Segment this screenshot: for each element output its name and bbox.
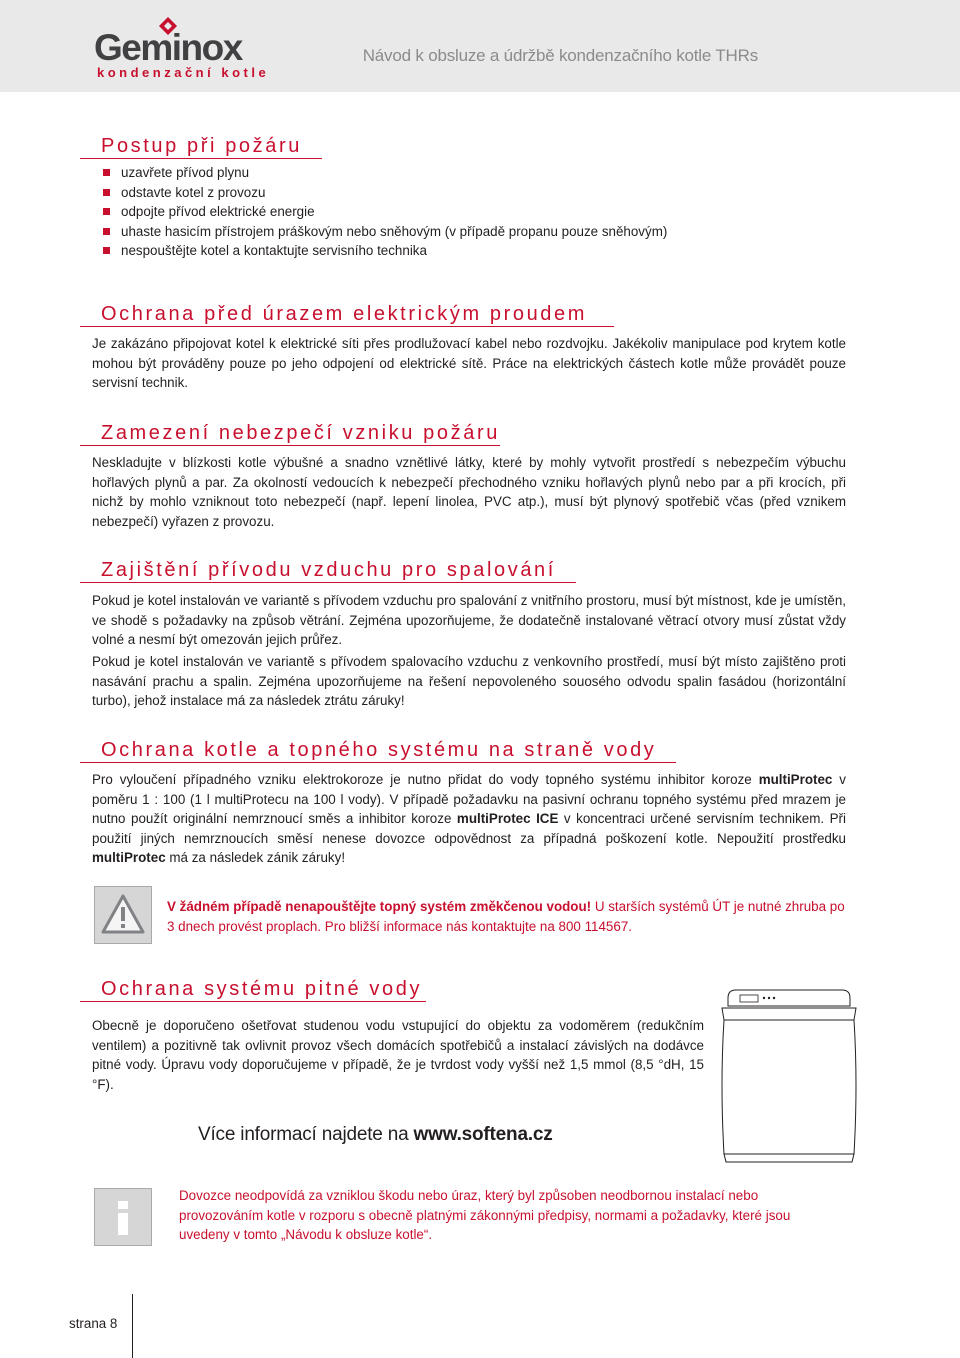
heading-underline	[80, 1001, 426, 1002]
heading-underline	[80, 762, 676, 763]
electric-paragraph: Je zakázáno připojovat kotel k elektrické síti přes prodlužovací kabel nebo rozdvojku. Jakékoliv manipulace pod krytem kotle mohou být prováděny pouze po jeho odpojení od elektrické sítě. Práce na elektrických částech kotle může provádět pouze servisní technik.	[92, 336, 846, 391]
water-protection-paragraph: Pro vyloučení případného vzniku elektrokoroze je nutno přidat do vody topného systému inhibitor koroze multiProtec v poměru 1 : 100 (1 l multiProtecu na 100 l vody). V případě požadavku na pasivní ochranu topného systému před mrazem je nutno použít originální nemrznoucí směs a inhibitor koroze multiProtec ICE v koncentraci určené servisním technikem. Při použití jiných nemrznoucích směsí nenese dovozce odpovědnost za případná poškození kotle. Nepoužití prostředku multiProtec má za následek zánik záruky!	[92, 772, 846, 866]
document-title: Návod k obsluze a údržbě kondenzačního kotle THRs	[362, 46, 758, 65]
bullet-square-icon	[103, 247, 110, 254]
bullet-square-icon	[103, 228, 110, 235]
list-item: nespouštějte kotel a kontaktujte servisního technika	[103, 241, 667, 261]
heading-underline	[80, 582, 576, 583]
heading-underline	[80, 326, 614, 327]
list-item: uzavřete přívod plynu	[103, 163, 667, 183]
bullet-square-icon	[103, 189, 110, 196]
geminox-logo	[94, 16, 270, 82]
logo-wordmark: Geminox	[94, 27, 242, 68]
heading-underline	[80, 445, 500, 446]
list-item: uhaste hasicím přístrojem práškovým nebo sněhovým (v případě propanu pouze sněhovým)	[103, 222, 667, 242]
heading-underline	[80, 158, 322, 159]
fire-prevention-paragraph: Neskladujte v blízkosti kotle výbušné a snadno vznětlivé látky, které by mohly vytvořit prostředí s nebezpečím výbuchu hořlavých plynů a par. Za okolností vedoucích k nebezpečí přechodného vzniku hořlavých plynů nebo par a při krocích, při nichž by mohlo vzniknout toto nebezpečí (např. lepení linolea, PVC atp.), musí být plynový spotřebič včas (před vznikem nebezpečí) vyřazen z provozu.	[92, 455, 846, 529]
warning-box	[94, 886, 152, 944]
logo-subtitle: kondenzační kotle	[97, 65, 270, 80]
warning-triangle-icon	[95, 887, 151, 943]
warning-text: V žádném případě nenapouštějte topný systém změkčenou vodou! U starších systémů ÚT je nutné zhruba po 3 dnech provést proplach. Pro bližší informace nás kontaktujte na 800 114567.	[167, 899, 845, 934]
heading-water-protection: Ochrana kotle a topného systému na straně vody	[101, 739, 657, 761]
fire-steps-list	[103, 163, 667, 261]
air-supply-paragraph-1: Pokud je kotel instalován ve variantě s přívodem vzduchu pro spalování z vnitřního prostoru, musí být místnost, kde je umístěn, ve shodě s požadavky na způsob větrání. Zejména upozorňujeme, že dodatečně instalované větrací otvory musí zůstat vždy volné a nesmí být omezován jejich průřez.	[92, 593, 846, 648]
potable-water-paragraph: Obecně je doporučeno ošetřovat studenou vodu vstupující do objektu za vodoměrem (redukčním ventilem) a pozitivně tak ovlivnit provoz všech domácích spotřebičů a instalací závislých na dodávce pitné vody. Úpravu vody doporučujeme v případě, že je tvrdost vody vyšší než 1,5 mmol (8,5 °dH, 15 °F).	[92, 1018, 704, 1092]
air-supply-paragraph-2: Pokud je kotel instalován ve variantě s přívodem spalovacího vzduchu z venkovního prostředí, musí být místo zajištěno proti nasávání prachu a spalin. Zejména upozorňujeme na řešení nepovoleného souosého odvodu spalin fasádou (horizontální turbo), jehož instalace má za následek ztrátu záruky!	[92, 654, 846, 709]
info-disclaimer-text: Dovozce neodpovídá za vzniklou škodu nebo úraz, který byl způsoben neodbornou instalací nebo provozováním kotle v rozporu s obecně platnými zákonnými předpisy, normami a požadavky, které jsou uvedeny v tomto „Návodu k obsluze kotle“.	[179, 1188, 791, 1243]
heading-electric: Ochrana před úrazem elektrickým proudem	[101, 303, 587, 325]
list-item: odpojte přívod elektrické energie	[103, 202, 667, 222]
list-item: odstavte kotel z provozu	[103, 183, 667, 203]
info-box	[94, 1188, 152, 1246]
footer-divider	[132, 1294, 133, 1358]
bullet-square-icon	[103, 169, 110, 176]
heading-fire-prevention: Zamezení nebezpečí vzniku požáru	[101, 422, 500, 444]
softena-link[interactable]: www.softena.cz	[413, 1124, 553, 1145]
heading-air-supply: Zajištění přívodu vzduchu pro spalování	[101, 559, 556, 581]
water-softener-illustration	[714, 984, 864, 1168]
heading-potable-water: Ochrana systému pitné vody	[101, 978, 423, 1000]
heading-fire: Postup při požáru	[101, 135, 302, 157]
page-number: strana 8	[69, 1316, 118, 1331]
bullet-square-icon	[103, 208, 110, 215]
softena-info-line: Více informací najdete na www.softena.cz	[198, 1124, 553, 1145]
page-header	[0, 0, 960, 92]
info-icon	[95, 1189, 151, 1245]
